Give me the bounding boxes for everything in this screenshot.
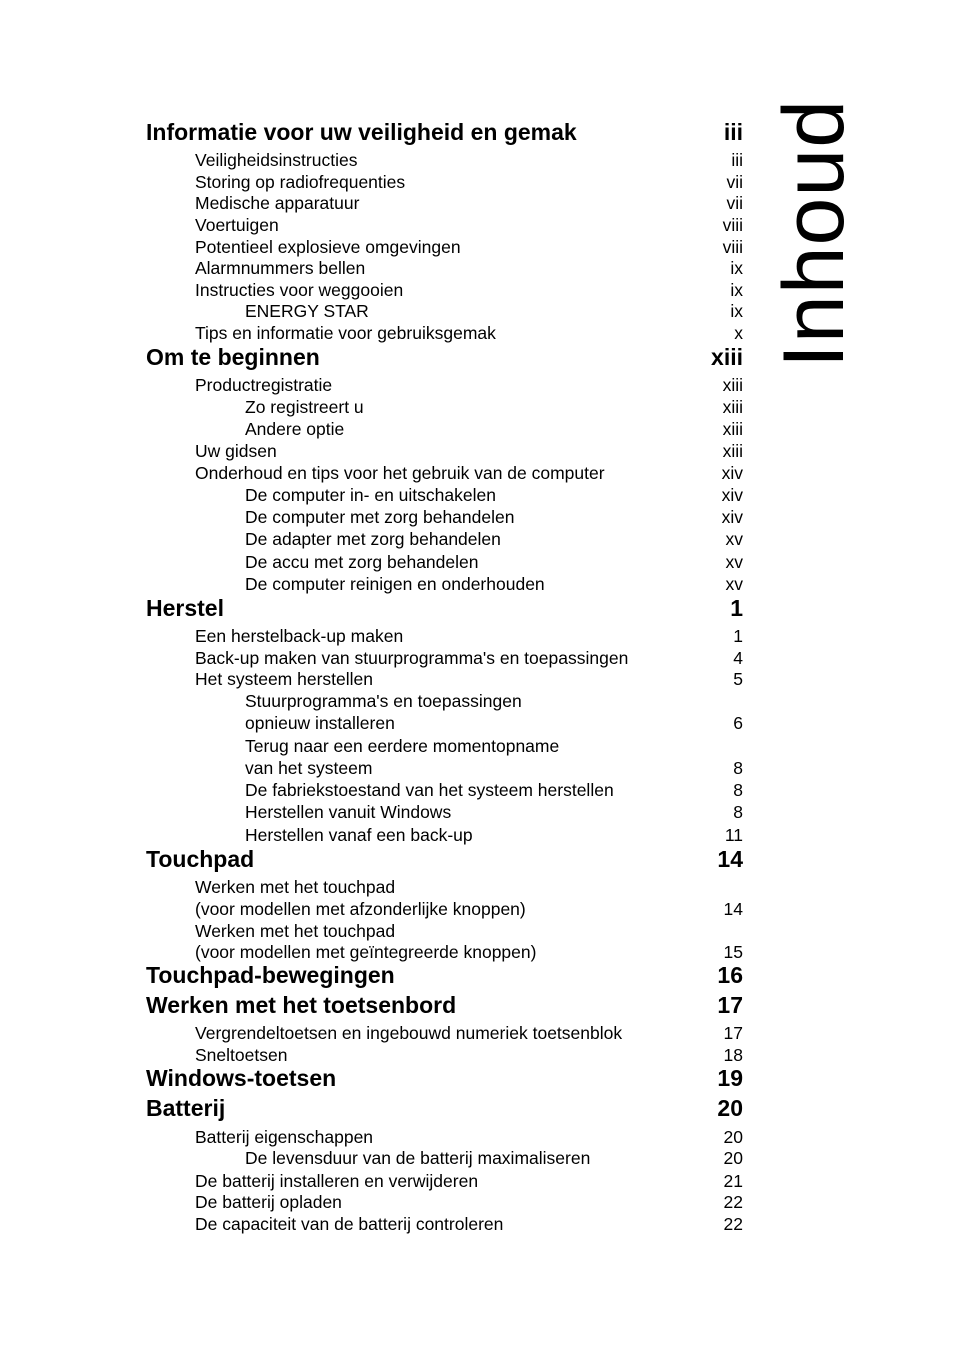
toc-entry-title: Windows-toetsen <box>146 1065 337 1091</box>
toc-entry-page: 8 <box>733 780 743 800</box>
toc-entry-title: Veiligheidsinstructies <box>195 150 358 170</box>
toc-entry-title: Het systeem herstellen <box>195 669 373 689</box>
toc-entry-title: De adapter met zorg behandelen <box>245 529 501 549</box>
toc-entry-page: vii <box>726 172 743 192</box>
toc-entry-page: xv <box>725 529 743 549</box>
toc-entry-title: De batterij opladen <box>195 1192 342 1212</box>
toc-entry-title: ENERGY STAR <box>245 301 369 321</box>
toc-entry-page: 17 <box>723 1023 743 1043</box>
toc-entry-title: Werken met het touchpad <box>195 877 396 897</box>
toc-entry-title: Storing op radiofrequenties <box>195 172 406 192</box>
toc-entry-page: xiii <box>722 419 743 439</box>
toc-entry-page: 18 <box>723 1045 743 1065</box>
toc-entry-title: Touchpad <box>146 846 255 872</box>
toc-entry-title: Informatie voor uw veiligheid en gemak <box>146 119 577 145</box>
toc-entry-title: Onderhoud en tips voor het gebruik van de computer <box>195 463 605 483</box>
toc-entry-title: Medische apparatuur <box>195 193 360 213</box>
toc-entry-title: Touchpad-bewegingen <box>146 962 395 988</box>
toc-entry-title: Back-up maken van stuurprogramma's en toepassingen <box>195 648 629 668</box>
toc-entry-page: 6 <box>733 713 743 733</box>
toc-entry-page: 1 <box>733 626 743 646</box>
toc-entry-page: 1 <box>730 595 743 621</box>
toc-entry-title: De batterij installeren en verwijderen <box>195 1171 479 1191</box>
toc-entry-title: De fabriekstoestand van het systeem herstellen <box>245 780 614 800</box>
toc-entry-page: xiv <box>721 485 743 505</box>
toc-entry-page: 20 <box>717 1095 743 1121</box>
toc-entry-page: xiii <box>711 344 743 370</box>
toc-entry-page: xv <box>725 574 743 594</box>
toc-entry-page: xv <box>725 552 743 572</box>
toc-entry-title: De computer in- en uitschakelen <box>245 485 496 505</box>
toc-entry-title: Vergrendeltoetsen en ingebouwd numeriek toetsenblok <box>195 1023 623 1043</box>
toc-entry-title: Tips en informatie voor gebruiksgemak <box>195 323 496 343</box>
toc-entry-page: iii <box>723 119 743 145</box>
toc-entry-page: xiv <box>721 463 743 483</box>
toc-entry-title: opnieuw installeren <box>245 713 395 733</box>
toc-entry-title: Herstellen vanuit Windows <box>245 802 452 822</box>
toc-entry-title: Batterij eigenschappen <box>195 1127 374 1147</box>
toc-entry-page: xiv <box>721 507 743 527</box>
toc-entry-page: x <box>734 323 743 343</box>
toc-entry-title: Een herstelback-up maken <box>195 626 404 646</box>
toc-entry-page: 5 <box>733 669 743 689</box>
toc-entry-title: Uw gidsen <box>195 441 277 461</box>
toc-entry-page: 20 <box>723 1127 743 1147</box>
toc-entry-title: Batterij <box>146 1095 226 1121</box>
toc-entry-page: xiii <box>722 375 743 395</box>
toc-entry-title: (voor modellen met afzonderlijke knoppen) <box>195 899 526 919</box>
toc-entry-title: De computer met zorg behandelen <box>245 507 515 527</box>
toc-entry-page: 15 <box>723 942 743 962</box>
toc-entry-page: 19 <box>717 1065 743 1091</box>
toc-entry-title: Instructies voor weggooien <box>195 280 404 300</box>
toc-entry-title: van het systeem <box>245 758 373 778</box>
toc-entry-title: Stuurprogramma's en toepassingen <box>245 691 522 711</box>
toc-entry-page: 8 <box>733 802 743 822</box>
toc-entry-page: 4 <box>733 648 743 668</box>
toc-entry-page: 11 <box>724 825 743 845</box>
toc-entry-page: ix <box>730 258 743 278</box>
toc-entry-page: 14 <box>717 846 743 872</box>
toc-entry-page: 20 <box>723 1148 743 1168</box>
toc-entry-page: 22 <box>723 1192 743 1212</box>
toc-entry-page: 16 <box>717 962 743 988</box>
toc-entry-title: De levensduur van de batterij maximaliseren <box>245 1148 591 1168</box>
toc-entry-title: De computer reinigen en onderhouden <box>245 574 545 594</box>
toc-entry-title: Potentieel explosieve omgevingen <box>195 237 461 257</box>
toc-entry-page: ix <box>730 280 743 300</box>
toc-entry-title: De capaciteit van de batterij controleren <box>195 1214 504 1234</box>
toc-entry-title: De accu met zorg behandelen <box>245 552 479 572</box>
toc-entry-title: Sneltoetsen <box>195 1045 288 1065</box>
toc-entry-title: Herstel <box>146 595 224 621</box>
toc-entry-title: Productregistratie <box>195 375 333 395</box>
toc-entry-page: viii <box>722 237 743 257</box>
toc-entry-page: 8 <box>733 758 743 778</box>
toc-entry-page: 21 <box>723 1171 743 1191</box>
toc-entry-title: Werken met het touchpad <box>195 921 396 941</box>
toc-entry-title: Terug naar een eerdere momentopname <box>245 736 560 756</box>
toc-entry-page: xiii <box>722 397 743 417</box>
toc-entry-title: Werken met het toetsenbord <box>146 992 457 1018</box>
toc-entry-title: Zo registreert u <box>245 397 364 417</box>
toc-entry-title: Om te beginnen <box>146 344 320 370</box>
chapter-title: Inhoud <box>766 98 862 368</box>
toc-entry-title: (voor modellen met geïntegreerde knoppen) <box>195 942 537 962</box>
toc-entry-title: Andere optie <box>245 419 345 439</box>
toc-entry-page: xiii <box>722 441 743 461</box>
toc-entry-title: Alarmnummers bellen <box>195 258 366 278</box>
toc-entry-page: vii <box>726 193 743 213</box>
toc-entry-page: iii <box>731 150 743 170</box>
toc-entry-title: Voertuigen <box>195 215 279 235</box>
toc-entry-page: viii <box>722 215 743 235</box>
toc-entry-title: Herstellen vanaf een back-up <box>245 825 473 845</box>
toc-entry-page: 14 <box>723 899 743 919</box>
toc-entry-page: ix <box>730 301 743 321</box>
toc-entry-page: 17 <box>717 992 743 1018</box>
toc-entry-page: 22 <box>723 1214 743 1234</box>
